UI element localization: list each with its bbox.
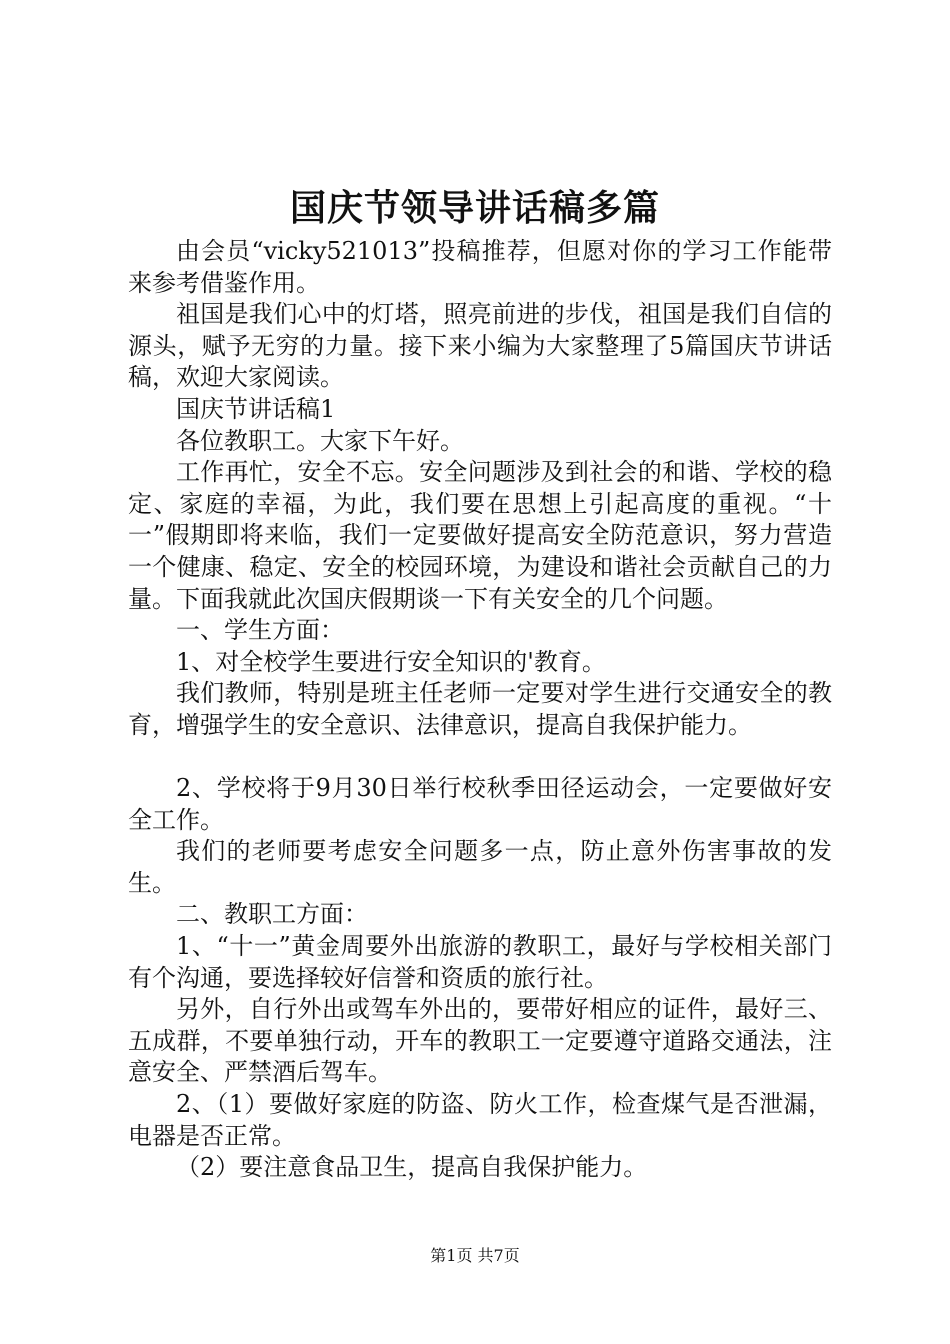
paragraph-gap: [128, 742, 832, 774]
paragraph-accident-prevention: 我们的老师要考虑安全问题多一点，防止意外伤害事故的发生。: [128, 837, 832, 897]
paragraph-teacher-duty: 我们教师，特别是班主任老师一定要对学生进行交通安全的教育，增强学生的安全意识、法律意识，提高自我保护能力。: [128, 679, 832, 739]
paragraph-food-safety: （2）要注意食品卫生，提高自我保护能力。: [176, 1153, 648, 1182]
paragraph-intro: 由会员“vicky521013”投稿推荐，但愿对你的学习工作能带来参考借鉴作用。: [128, 237, 832, 297]
paragraph-greeting: 各位教职工。大家下午好。: [176, 426, 464, 455]
paragraph-student-item-2: 2、学校将于9月30日举行校秋季田径运动会，一定要做好安全工作。: [128, 774, 832, 834]
paragraph-preface: 祖国是我们心中的灯塔，照亮前进的步伐，祖国是我们自信的源头，赋予无穷的力量。接下来小编为大家整理了5篇国庆节讲话稿，欢迎大家阅读。: [128, 300, 832, 392]
document-title: 国庆节领导讲话稿多篇: [289, 187, 660, 229]
page-number-footer: 第1页 共7页: [430, 1246, 520, 1265]
paragraph-section-staff: 二、教职工方面：: [176, 900, 368, 929]
paragraph-staff-item-2: 2、（1）要做好家庭的防盗、防火工作，检查煤气是否泄漏，电器是否正常。: [128, 1090, 832, 1150]
document-body: [128, 236, 832, 1184]
paragraph-speech-heading: 国庆节讲话稿1: [176, 394, 336, 423]
paragraph-travel-advice: 另外，自行外出或驾车外出的，要带好相应的证件，最好三、五成群，不要单独行动，开车的教职工一定要遵守道路交通法，注意安全、严禁酒后驾车。: [128, 995, 832, 1087]
paragraph-student-item-1: 1、对全校学生要进行安全知识的'教育。: [176, 647, 606, 676]
paragraph-safety-intro: 工作再忙，安全不忘。安全问题涉及到社会的和谐、学校的稳定、家庭的幸福，为此，我们要在思想上引起高度的重视。“十一”假期即将来临，我们一定要做好提高安全防范意识，努力营造一个健康、稳定、安全的校园环境，为建设和谐社会贡献自己的力量。下面我就此次国庆假期谈一下有关安全的几个问题。: [128, 458, 832, 613]
paragraph-staff-item-1: 1、“十一”黄金周要外出旅游的教职工，最好与学校相关部门有个沟通，要选择较好信誉和资质的旅行社。: [128, 932, 832, 992]
paragraph-section-students: 一、学生方面：: [176, 616, 344, 645]
